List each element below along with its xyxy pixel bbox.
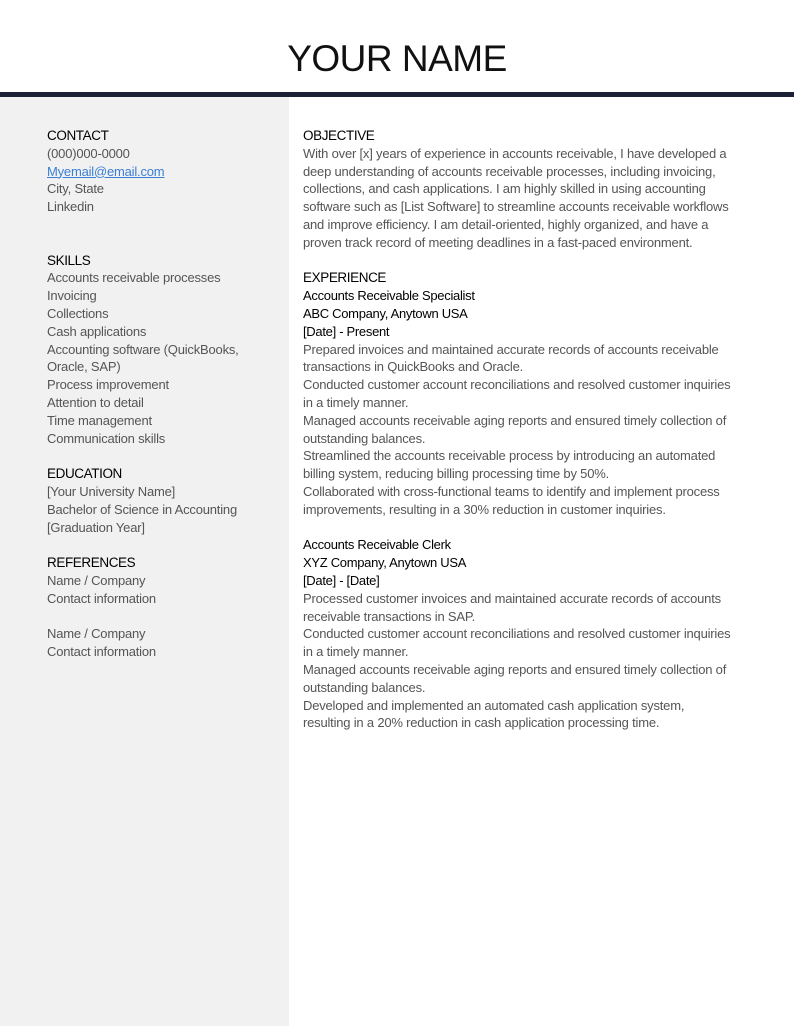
objective-line: and improve efficiency. I am detail-oriented, highly organized, and have a [303,216,709,232]
contact-phone: (000)000-0000 [47,145,130,161]
skill-item: Accounting software (QuickBooks, [47,341,239,357]
job-line: Developed and implemented an automated cash application system, [303,697,685,713]
resume-name: YOUR NAME [287,38,507,79]
skill-item: Oracle, SAP) [47,359,121,375]
job-line: Conducted customer account reconciliations and resolved customer inquiries [303,377,731,393]
spacer [47,447,279,465]
job-line: Collaborated with cross-functional teams to identify and implement process [303,483,720,499]
skill-item: Process improvement [47,377,169,393]
objective-heading: OBJECTIVE [303,128,375,143]
job-company: ABC Company, Anytown USA [303,305,468,321]
references-section [47,554,279,661]
sidebar-content [47,127,279,661]
skill-item: Communication skills [47,430,166,446]
job-title: Accounts Receivable Specialist [303,288,475,304]
reference-contact: Contact information [47,590,156,606]
experience-section [303,269,758,732]
skill-item: Invoicing [47,288,97,304]
job-line: Prepared invoices and maintained accurate records of accounts receivable [303,341,719,357]
contact-section [47,127,279,216]
education-heading: EDUCATION [47,466,122,482]
job-dates: [Date] - Present [303,323,390,339]
objective-line: deep understanding of accounts receivable processes, including invoicing, [303,163,716,179]
job-entry [303,536,758,732]
job-company: XYZ Company, Anytown USA [303,555,467,571]
job-line: resulting in a 20% reduction in cash application processing time. [303,715,660,731]
skills-heading: SKILLS [47,252,91,268]
job-dates: [Date] - [Date] [303,572,380,588]
spacer [47,234,279,252]
job-line: Managed accounts receivable aging reports and ensured timely collection of [303,661,727,677]
job-title: Accounts Receivable Clerk [303,537,451,553]
contact-email-link[interactable]: Myemail@email.com [47,163,165,179]
contact-linkedin: Linkedin [47,199,94,215]
skill-item: Collections [47,305,109,321]
experience-heading: EXPERIENCE [303,270,387,286]
spacer [47,216,279,234]
skill-item: Accounts receivable processes [47,270,221,286]
job-line: transactions in QuickBooks and Oracle. [303,359,524,375]
skill-item: Attention to detail [47,394,144,410]
main-content [303,127,758,732]
skill-item: Time management [47,412,152,428]
spacer [303,252,758,270]
job-line: Processed customer invoices and maintained accurate records of accounts [303,590,721,606]
job-line: receivable transactions in SAP. [303,608,476,624]
objective-line: proven track record of meeting deadlines in a fast-paced environment. [303,234,693,250]
job-line: Managed accounts receivable aging reports and ensured timely collection of [303,412,727,428]
job-line: in a timely manner. [303,394,409,410]
job-line: Conducted customer account reconciliations and resolved customer inquiries [303,626,731,642]
objective-line: software such as [List Software] to streamline accounts receivable workflows [303,199,729,215]
skill-item: Cash applications [47,323,147,339]
job-entry [303,287,758,518]
objective-section [303,127,758,252]
job-line: outstanding balances. [303,679,426,695]
job-line: improvements, resulting in a 30% reduction in customer inquiries. [303,501,666,517]
contact-location: City, State [47,181,104,197]
reference-name: Name / Company [47,626,146,642]
education-line: [Graduation Year] [47,519,145,535]
spacer [47,536,279,554]
job-line: Streamlined the accounts receivable process by introducing an automated [303,448,716,464]
education-line: [Your University Name] [47,483,176,499]
objective-line: collections, and cash applications. I am highly skilled in using accounting [303,181,706,197]
objective-line: With over [x] years of experience in accounts receivable, I have developed a [303,145,727,161]
education-section [47,465,279,536]
reference-contact: Contact information [47,644,156,660]
skills-section [47,252,279,448]
contact-heading: CONTACT [47,128,109,143]
spacer [47,608,279,626]
reference-name: Name / Company [47,572,146,588]
job-line: outstanding balances. [303,430,426,446]
job-line: billing system, reducing billing processing time by 50%. [303,466,610,482]
references-heading: REFERENCES [47,555,136,571]
job-line: in a timely manner. [303,644,409,660]
resume-header [0,0,794,92]
education-line: Bachelor of Science in Accounting [47,501,237,517]
spacer [303,519,758,537]
